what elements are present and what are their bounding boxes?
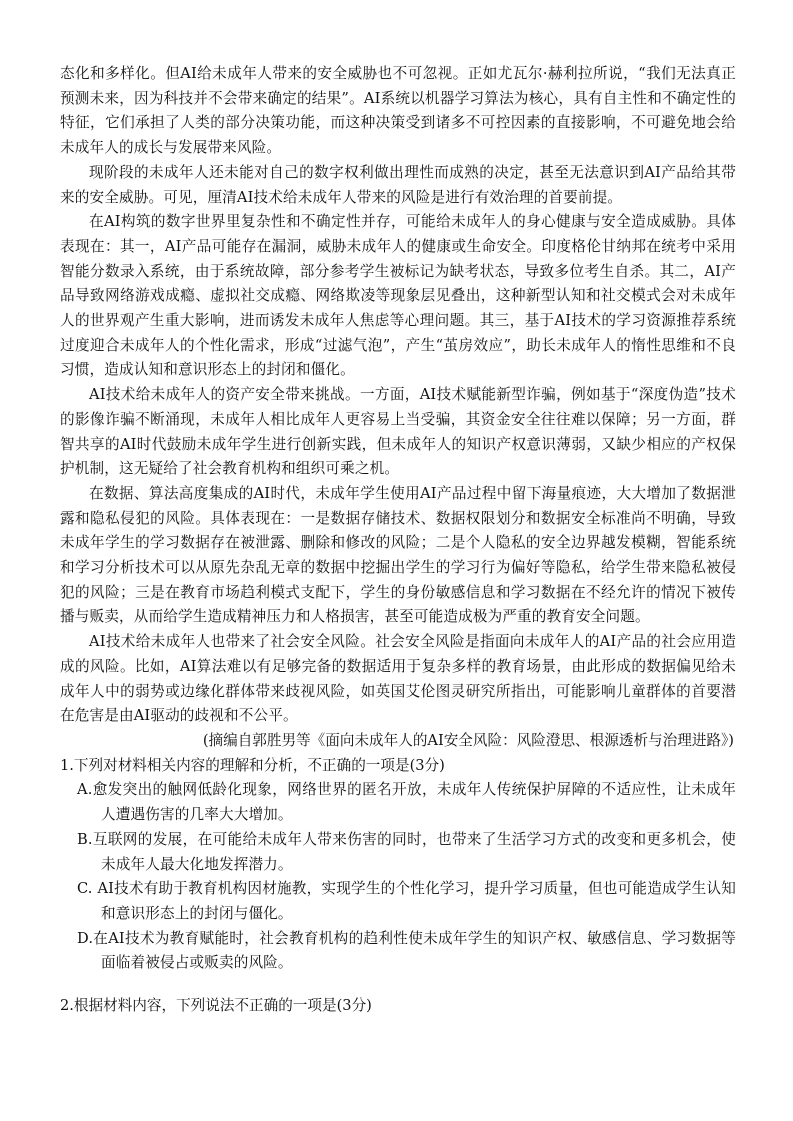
option-d: D.在AI技术为教育赋能时，社会教育机构的趋利性使未成年学生的知识产权、敏感信息、学习数据等面临着被侵占或贩卖的风险。 [77,929,736,972]
option-b: B.互联网的发展，在可能给未成年人带来伤害的同时，也带来了生活学习方式的改变和更多机会，使未成年人最大化地发挥潜力。 [77,830,736,873]
answer-options [60,778,736,976]
article-paragraph: 在数据、算法高度集成的AI时代，未成年学生使用AI产品过程中留下海量痕迹，大大增加了数据泄露和隐私侵犯的风险。具体表现在：一是数据存储技术、数据权限划分和数据安全标准尚不明确，导致未成年学生的学习数据存在被泄露、删除和修改的风险；二是个人隐私的安全边界越发模糊，智能系统和学习分析技术可以从原先杂乱无章的数据中挖掘出学生的学习行为偏好等隐私，给学生带来隐私被侵犯的风险；三是在教育市场趋利模式支配下，学生的身份敏感信息和学习数据在不经允许的情况下被传播与贩卖，从而给学生造成精神压力和人格损害，甚至可能造成极为严重的教育安全问题。 [60,484,736,626]
question-stem: 2.根据材料内容，下列说法不正确的一项是(3分) [60,997,372,1015]
article-paragraph: AI技术给未成年人的资产安全带来挑战。一方面，AI技术赋能新型诈骗，例如基于“深度伪造”技术的影像诈骗不断涌现，未成年人相比成年人更容易上当受骗，其资金安全往往难以保障；另一方面，群智共享的AI时代鼓励未成年学生进行创新实践，但未成年人的知识产权意识薄弱，又缺少相应的产权保护机制，这无疑给了社会教育机构和组织可乘之机。 [60,386,736,478]
exam-page [60,62,736,1019]
option-a: A.愈发突出的触网低龄化现象，网络世界的匿名开放，未成年人传统保护屏障的不适应性，让未成年人遭遇伤害的几率大大增加。 [77,781,736,824]
option-c: C. AI技术有助于教育机构因材施教，实现学生的个性化学习，提升学习质量，但也可能造成学生认知和意识形态上的封闭与僵化。 [77,880,736,922]
question-stem: 1.下列对材料相关内容的理解和分析，不正确的一项是(3分) [60,756,445,774]
question-2 [60,994,736,1019]
question-1 [60,754,736,976]
article [60,62,736,754]
article-paragraph: AI技术给未成年人也带来了社会安全风险。社会安全风险是指面向未成年人的AI产品的社会应用造成的风险。比如，AI算法难以有足够完备的数据适用于复杂多样的教育场景，由此形成的数据偏见给未成年人中的弱势或边缘化群体带来歧视风险，如英国艾伦图灵研究所指出，可能影响儿童群体的首要潜在危害是由AI驱动的歧视和不公平。 [60,633,736,725]
article-paragraph: 态化和多样化。但AI给未成年人带来的安全威胁也不可忽视。正如尤瓦尔·赫利拉所说，“我们无法真正预测未来，因为科技并不会带来确定的结果”。AI系统以机器学习算法为核心，具有自主性和不确定性的特征，它们承担了人类的部分决策功能，而这种决策受到诸多不可控因素的直接影响，不可避免地会给未成年人的成长与发展带来风险。 [60,65,736,157]
article-source: (摘编自郭胜男等《面向未成年人的AI安全风险：风险澄思、根源透析与治理进路》) [202,731,734,749]
article-paragraph: 在AI构筑的数字世界里复杂性和不确定性并存，可能给未成年人的身心健康与安全造成威胁。具体表现在：其一，AI产品可能存在漏洞，威胁未成年人的健康或生命安全。印度格伦甘纳邦在统考中采用智能分数录入系统，由于系统故障，部分参考学生被标记为缺考状态，导致多位考生自杀。其二，AI产品导致网络游戏成瘾、虚拟社交成瘾、网络欺凌等现象层见叠出，这种新型认知和社交模式会对未成年人的世界观产生重大影响，进而诱发未成年人焦虑等心理问题。其三，基于AI技术的学习资源推荐系统过度迎合未成年人的个性化需求，形成“过滤气泡”，产生“茧房效应”，助长未成年人的惰性思维和不良习惯，造成认知和意识形态上的封闭和僵化。 [60,213,736,379]
article-paragraph: 现阶段的未成年人还未能对自己的数字权利做出理性而成熟的决定，甚至无法意识到AI产品给其带来的安全威胁。可见，厘清AI技术给未成年人带来的风险是进行有效治理的首要前提。 [60,163,736,206]
